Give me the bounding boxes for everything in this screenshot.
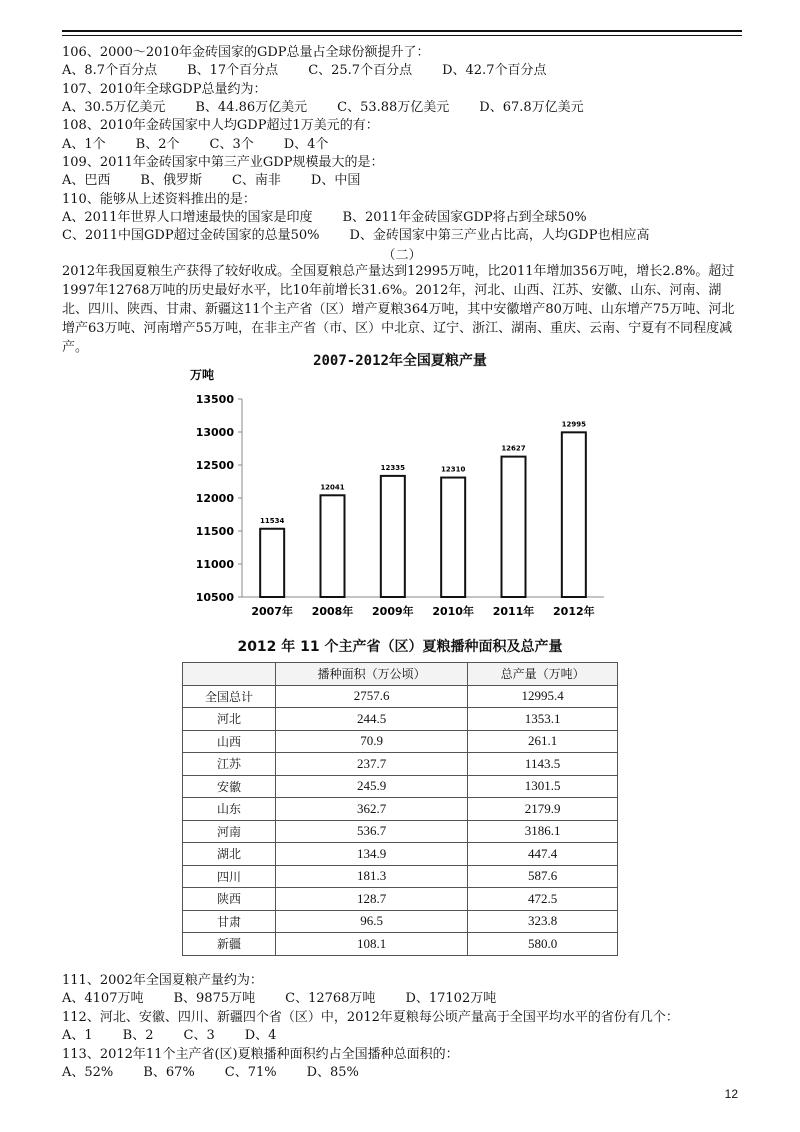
table-title: 2012 年 11 个主产省（区）夏粮播种面积及总产量 bbox=[237, 639, 563, 655]
table-row bbox=[183, 843, 618, 866]
page-number: 12 bbox=[724, 1087, 738, 1101]
y-tick-label: 10500 bbox=[195, 591, 234, 604]
table-row bbox=[183, 753, 618, 776]
region-cell: 山东 bbox=[183, 798, 276, 821]
option-c: C、25.7个百分点 bbox=[308, 63, 413, 78]
y-tick-label: 13500 bbox=[195, 393, 234, 406]
region-cell: 四川 bbox=[183, 865, 276, 888]
data-label: 12041 bbox=[320, 483, 345, 492]
option-c: C、3 bbox=[183, 1028, 215, 1043]
area-cell: 2757.6 bbox=[276, 685, 468, 708]
y-tick-label: 12500 bbox=[195, 459, 234, 472]
output-cell: 472.5 bbox=[468, 888, 618, 911]
option-c: C、53.88万亿美元 bbox=[337, 100, 450, 115]
option-c: C、71% bbox=[224, 1065, 277, 1080]
table-row bbox=[183, 865, 618, 888]
option-d: D、42.7个百分点 bbox=[442, 63, 547, 78]
table-row bbox=[183, 820, 618, 843]
table-row bbox=[183, 798, 618, 821]
output-cell: 261.1 bbox=[468, 730, 618, 753]
x-tick-label: 2011年 bbox=[492, 605, 535, 618]
output-cell: 1301.5 bbox=[468, 775, 618, 798]
options-113 bbox=[62, 1064, 389, 1082]
question-112: 112、河北、安徽、四川、新疆四个省（区）中，2012年夏粮每公顷产量高于全国平均水平的省份有几个： bbox=[62, 1010, 679, 1025]
option-b: B、2 bbox=[122, 1028, 154, 1043]
options-109 bbox=[62, 172, 390, 190]
option-a: A、8.7个百分点 bbox=[62, 63, 158, 78]
region-cell: 山西 bbox=[183, 730, 276, 753]
area-cell: 96.5 bbox=[276, 910, 468, 933]
question-113: 113、2012年11个主产省(区)夏粮播种面积约占全国播种总面积的： bbox=[62, 1047, 459, 1062]
options-108 bbox=[62, 136, 358, 154]
data-table bbox=[182, 662, 618, 956]
bar bbox=[381, 476, 405, 597]
section-label: （二） bbox=[382, 248, 422, 263]
question-111: 111、2002年全国夏粮产量约为： bbox=[62, 973, 263, 988]
data-label: 12627 bbox=[501, 444, 526, 453]
option-a: A、1个 bbox=[62, 137, 106, 152]
area-cell: 128.7 bbox=[276, 888, 468, 911]
x-tick-label: 2007年 bbox=[251, 605, 293, 618]
table-row bbox=[183, 730, 618, 753]
chart-title: 2007-2012年全国夏粮产量 bbox=[313, 353, 487, 369]
material-paragraph: 2012年我国夏粮生产获得了较好收成。全国夏粮总产量达到12995万吨，比2011年增加356万吨，增长2.8%。超过1997年12768万吨的历史最好水平，比10年前增长31.6%。2012年，河北、山西、江苏、安徽、山东、河南、湖北、四川、陕西、甘肃、新疆这11个主产省（区）增产夏粮364万吨，其中安徽增产80万吨、山东增产75万吨、河北增产63万吨、河南增产55万吨，在非主产省（市、区）中北京、辽宁、浙江、湖南、重庆、云南、宁夏有不同程度减产。 bbox=[62, 264, 735, 355]
option-d: D、67.8万亿美元 bbox=[479, 100, 584, 115]
table-row bbox=[183, 708, 618, 731]
table-row bbox=[183, 775, 618, 798]
header-cell: 总产量（万吨） bbox=[468, 663, 618, 686]
bar-chart bbox=[180, 365, 620, 627]
header-rule bbox=[62, 30, 742, 32]
option-a: A、4107万吨 bbox=[62, 991, 144, 1006]
header-cell bbox=[183, 663, 276, 686]
option-b: B、17个百分点 bbox=[187, 63, 279, 78]
x-tick-label: 2009年 bbox=[372, 605, 414, 618]
data-label: 12310 bbox=[440, 465, 466, 474]
question-109: 109、2011年金砖国家中第三产业GDP规模最大的是： bbox=[62, 155, 384, 170]
y-tick-label: 12000 bbox=[195, 492, 234, 505]
output-cell: 1353.1 bbox=[468, 708, 618, 731]
output-cell: 3186.1 bbox=[468, 820, 618, 843]
question-110: 110、能够从上述资料推出的是： bbox=[62, 192, 256, 207]
region-cell: 陕西 bbox=[183, 888, 276, 911]
x-tick-label: 2012年 bbox=[553, 605, 595, 618]
header-rule-thin bbox=[62, 35, 742, 36]
options-110-row1 bbox=[62, 209, 617, 227]
question-108: 108、2010年金砖国家中人均GDP超过1万美元的有： bbox=[62, 118, 379, 133]
table-row bbox=[183, 685, 618, 708]
area-cell: 134.9 bbox=[276, 843, 468, 866]
y-tick-label: 13000 bbox=[195, 426, 234, 439]
region-cell: 全国总计 bbox=[183, 685, 276, 708]
area-cell: 362.7 bbox=[276, 798, 468, 821]
option-d: D、17102万吨 bbox=[405, 991, 497, 1006]
option-a: A、巴西 bbox=[62, 173, 111, 188]
options-110-row2 bbox=[62, 227, 679, 245]
area-cell: 245.9 bbox=[276, 775, 468, 798]
x-tick-label: 2008年 bbox=[311, 605, 354, 618]
option-b: B、2个 bbox=[135, 137, 180, 152]
options-111 bbox=[62, 990, 526, 1008]
output-cell: 447.4 bbox=[468, 843, 618, 866]
output-cell: 12995.4 bbox=[468, 685, 618, 708]
data-label: 12335 bbox=[380, 463, 406, 472]
question-107: 107、2010年全球GDP总量约为： bbox=[62, 82, 267, 97]
option-d: D、金砖国家中第三产业占比高，人均GDP也相应高 bbox=[349, 228, 650, 243]
option-a: A、1 bbox=[62, 1028, 93, 1043]
region-cell: 新疆 bbox=[183, 933, 276, 956]
option-c: C、12768万吨 bbox=[285, 991, 376, 1006]
region-cell: 甘肃 bbox=[183, 910, 276, 933]
area-cell: 536.7 bbox=[276, 820, 468, 843]
option-b: B、俄罗斯 bbox=[140, 173, 202, 188]
option-a: A、52% bbox=[62, 1065, 114, 1080]
option-c: C、2011中国GDP超过金砖国家的总量50% bbox=[62, 228, 320, 243]
area-cell: 108.1 bbox=[276, 933, 468, 956]
bar bbox=[502, 457, 526, 597]
option-d: D、中国 bbox=[310, 173, 361, 188]
option-c: C、南非 bbox=[231, 173, 281, 188]
bar bbox=[441, 478, 465, 597]
output-cell: 2179.9 bbox=[468, 798, 618, 821]
option-b: B、9875万吨 bbox=[173, 991, 256, 1006]
header-cell: 播种面积（万公顷） bbox=[276, 663, 468, 686]
options-112 bbox=[62, 1027, 306, 1045]
output-cell: 1143.5 bbox=[468, 753, 618, 776]
option-a: A、2011年世界人口增速最快的国家是印度 bbox=[62, 210, 313, 225]
data-label: 12995 bbox=[561, 420, 587, 429]
option-d: D、4个 bbox=[283, 137, 329, 152]
option-a: A、30.5万亿美元 bbox=[62, 100, 166, 115]
option-d: D、4 bbox=[244, 1028, 277, 1043]
region-cell: 江苏 bbox=[183, 753, 276, 776]
y-tick-label: 11500 bbox=[195, 525, 234, 538]
data-label: 11534 bbox=[259, 516, 285, 525]
area-cell: 237.7 bbox=[276, 753, 468, 776]
options-106 bbox=[62, 62, 576, 80]
table-row bbox=[183, 933, 618, 956]
options-107 bbox=[62, 99, 614, 117]
table-row bbox=[183, 888, 618, 911]
option-d: D、85% bbox=[306, 1065, 359, 1080]
question-106: 106、2000～2010年金砖国家的GDP总量占全球份额提升了： bbox=[62, 45, 430, 60]
region-cell: 安徽 bbox=[183, 775, 276, 798]
table-header-row bbox=[183, 663, 618, 686]
bar bbox=[562, 432, 586, 597]
area-cell: 70.9 bbox=[276, 730, 468, 753]
option-b: B、44.86万亿美元 bbox=[195, 100, 308, 115]
y-tick-label: 11000 bbox=[195, 558, 234, 571]
bar bbox=[321, 495, 345, 597]
table-row bbox=[183, 910, 618, 933]
output-cell: 587.6 bbox=[468, 865, 618, 888]
region-cell: 湖北 bbox=[183, 843, 276, 866]
output-cell: 580.0 bbox=[468, 933, 618, 956]
region-cell: 河南 bbox=[183, 820, 276, 843]
y-axis-label: 万吨 bbox=[190, 368, 215, 382]
option-c: C、3个 bbox=[209, 137, 254, 152]
output-cell: 323.8 bbox=[468, 910, 618, 933]
option-b: B、67% bbox=[143, 1065, 195, 1080]
area-cell: 181.3 bbox=[276, 865, 468, 888]
area-cell: 244.5 bbox=[276, 708, 468, 731]
region-cell: 河北 bbox=[183, 708, 276, 731]
x-tick-label: 2010年 bbox=[432, 605, 474, 618]
option-b: B、2011年金砖国家GDP将占到全球50% bbox=[342, 210, 587, 225]
bar bbox=[260, 529, 284, 597]
